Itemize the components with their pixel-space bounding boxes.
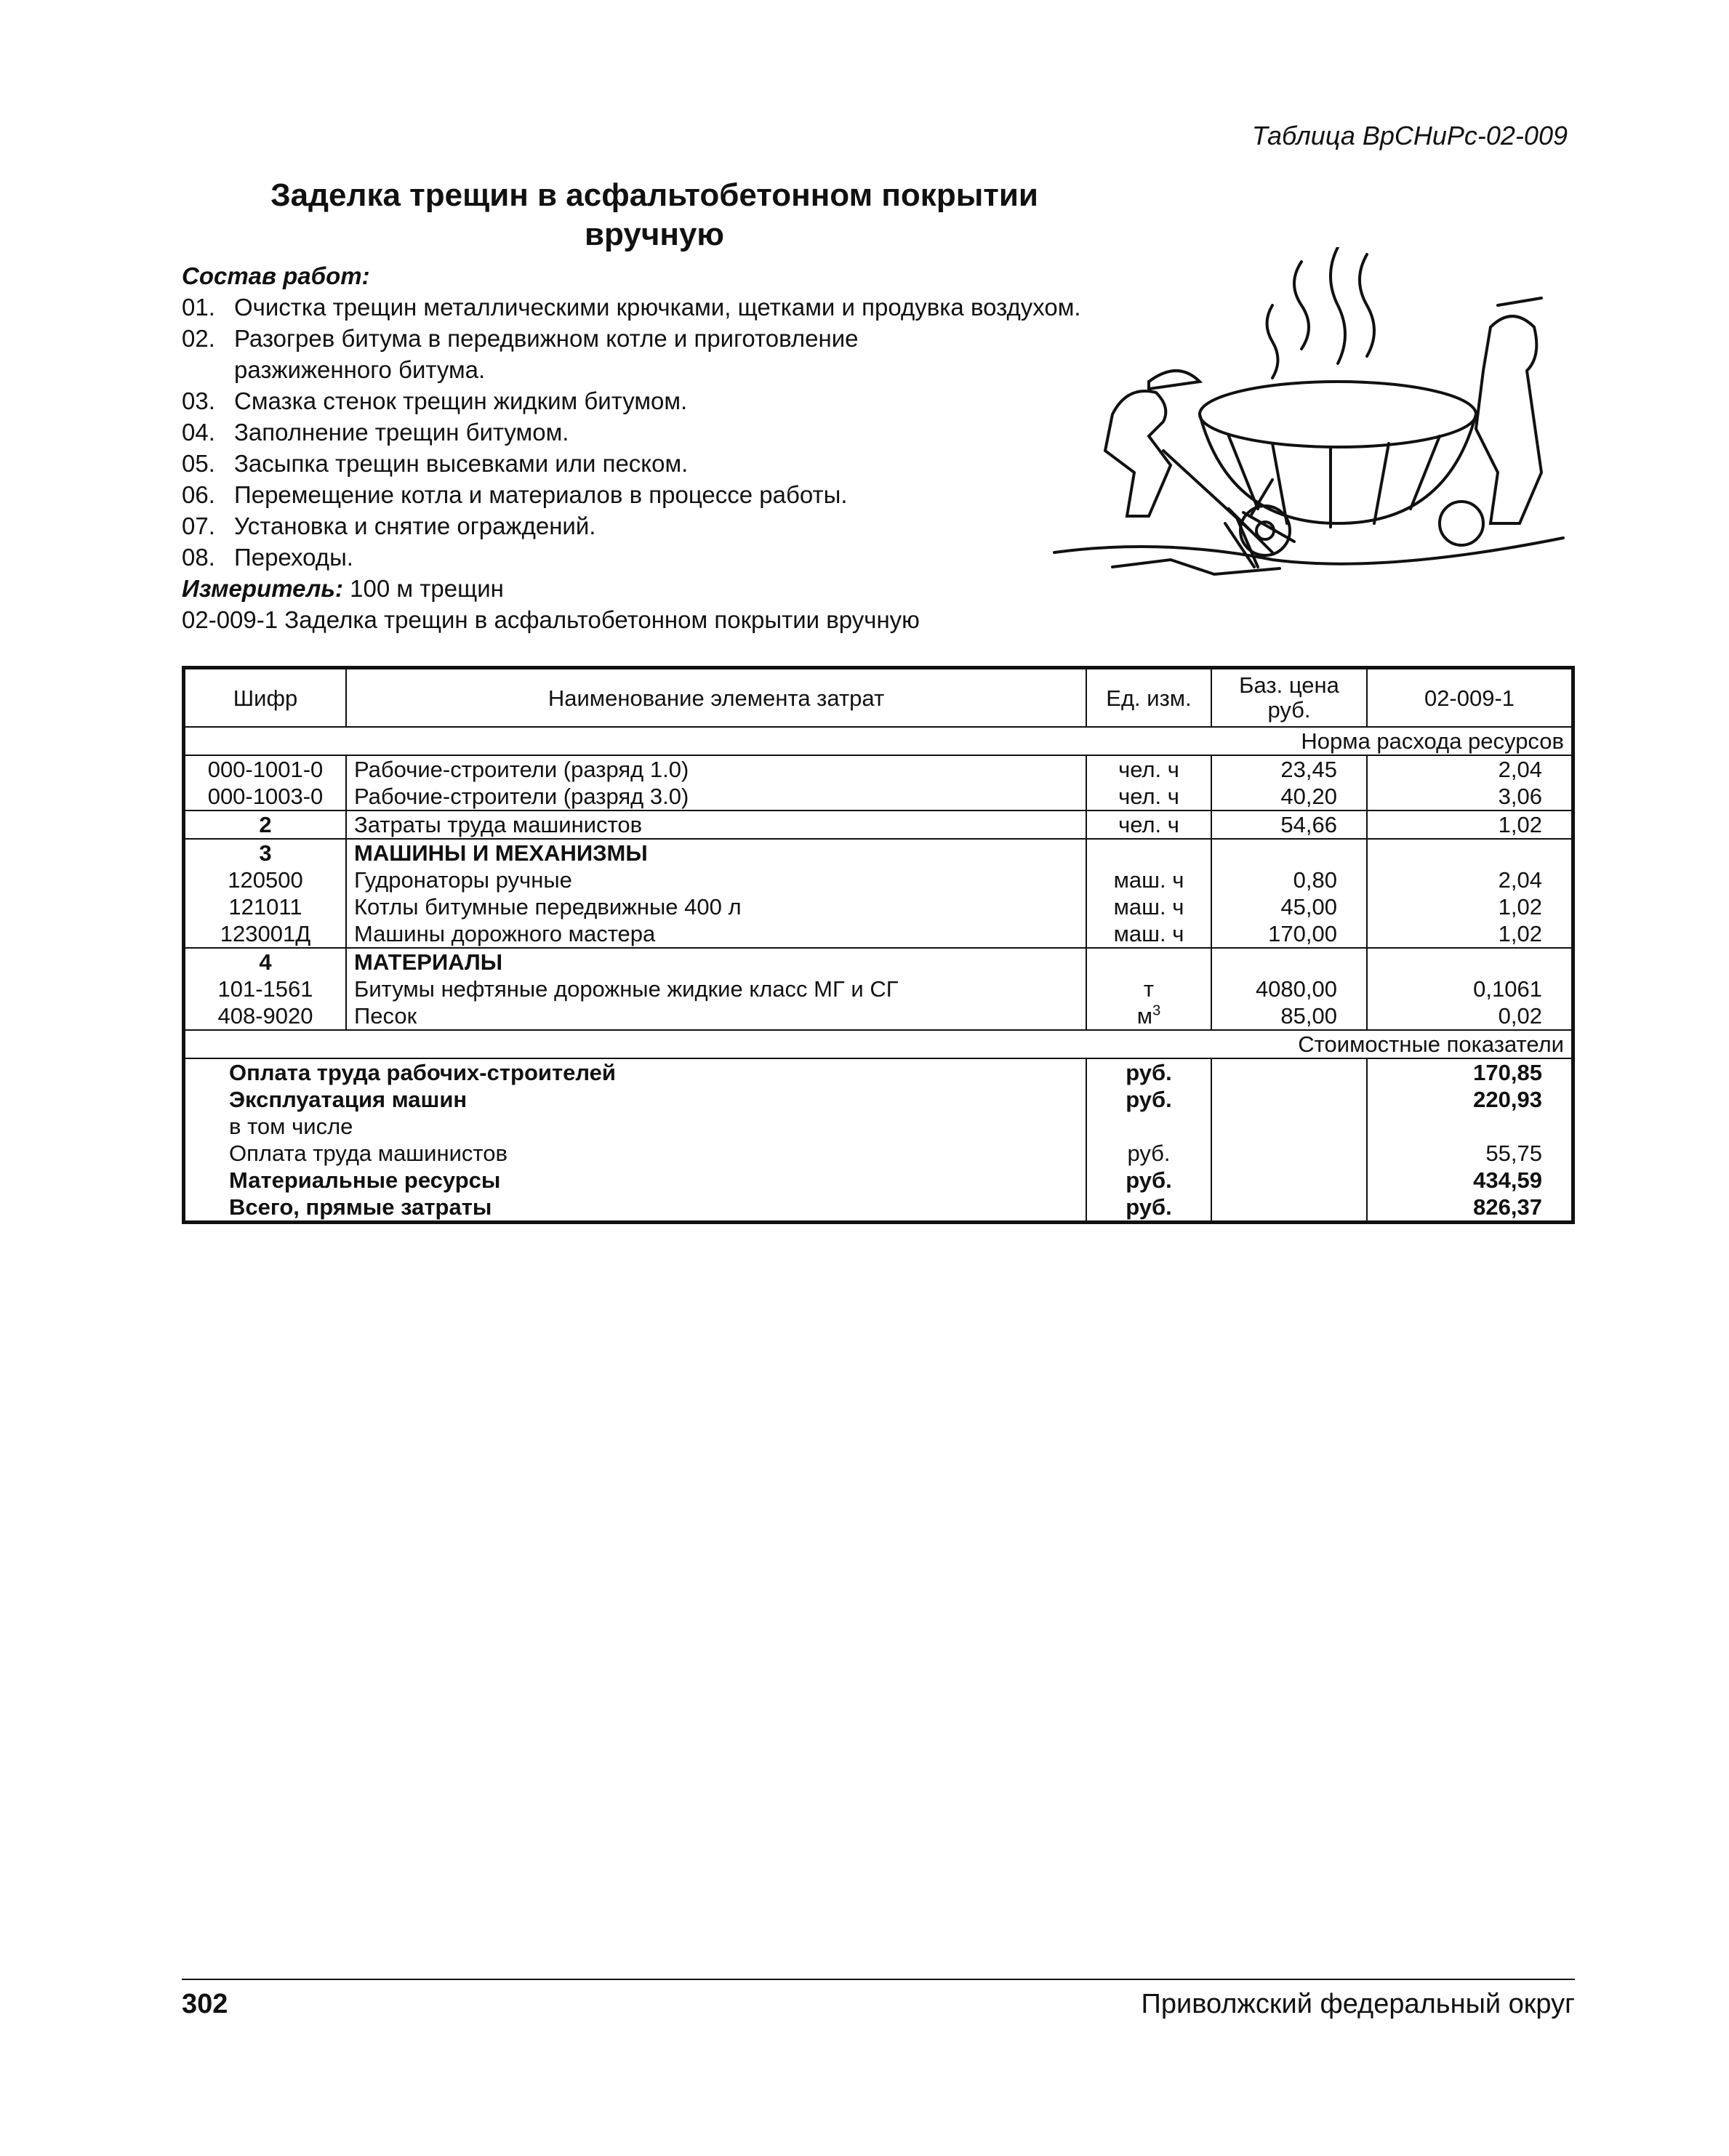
summary-row [184,1167,1573,1194]
cell-name: Битумы нефтяные дорожные жидкие класс МГ и СГ [346,976,1086,1002]
kettle-wheel [1440,502,1483,545]
cell-name: Гудронаторы ручные [346,866,1086,893]
table-row [184,893,1573,920]
measure-label: Измеритель: [182,575,343,602]
work-item-text: Заполнение трещин битумом. [234,419,569,446]
page-title [182,176,1127,254]
summary-value: 55,75 [1485,1141,1542,1166]
cell-unit: маш. ч [1086,920,1211,948]
summary-value: 434,59 [1473,1167,1542,1193]
page-number: 302 [182,1989,228,2019]
summary-label: Материальные ресурсы [184,1167,1087,1194]
summary-price [1211,1140,1367,1167]
header-price: Баз. цена руб. [1211,668,1367,728]
resource-table [182,666,1575,1224]
cell-value: 1,02 [1367,920,1573,948]
cell-value: 1,02 [1367,810,1573,839]
work-item-text: Засыпка трещин высевками или песком. [234,450,689,477]
table-row [184,810,1573,839]
cell-unit [1086,839,1211,866]
table-reference: Таблица ВрСНиРс-02-009 [1251,121,1568,150]
summary-label: в том числе [184,1113,1087,1140]
cell-code: 000-1003-0 [184,783,347,810]
work-item-text: Смазка стенок трещин жидким битумом. [234,387,688,414]
cell-name: Машины дорожного мастера [346,920,1086,948]
summary-value: 220,93 [1473,1087,1542,1112]
cell-unit: т [1086,976,1211,1002]
cell-unit: маш. ч [1086,866,1211,893]
cell-value: 3,06 [1367,783,1573,810]
measure-value: 100 м трещин [350,575,504,602]
cell-code: 3 [184,839,347,866]
summary-price [1211,1113,1367,1140]
work-composition-heading: Состав работ: [182,262,370,289]
table-row [184,920,1573,948]
summary-price [1211,1058,1367,1086]
cell-price: 23,45 [1211,755,1367,783]
summary-label: Оплата труда машинистов [184,1140,1087,1167]
steam-line [1331,247,1345,363]
table-header-row [184,668,1573,728]
footer-region: Приволжский федеральный округ [1141,1989,1575,2019]
title-line-1: Заделка трещин в асфальтобетонном покрытии [270,177,1038,213]
cell-price: 40,20 [1211,783,1367,810]
cell-value: 0,02 [1498,1003,1542,1029]
summary-unit: руб. [1086,1167,1211,1194]
cell-name: Рабочие-строители (разряд 3.0) [346,783,1086,810]
steam-line [1267,305,1278,378]
footer-divider [182,1979,1575,1980]
work-item-number: 08. [182,544,215,571]
worker-left [1105,391,1171,516]
cell-name: МАШИНЫ И МЕХАНИЗМЫ [346,839,1086,866]
summary-label: Эксплуатация машин [184,1086,1087,1113]
work-item-number: 04. [182,419,215,446]
summary-unit [1086,1113,1211,1140]
unit-text: м [1136,1003,1153,1029]
cell-price [1211,948,1367,976]
cell-name: Котлы битумные передвижные 400 л [346,893,1086,920]
work-item-number: 05. [182,450,215,477]
title-line-2: вручную [585,217,724,252]
cell-value: 1,02 [1498,894,1542,920]
table-row [184,866,1573,893]
work-item-number: 03. [182,387,215,414]
summary-value [1367,1113,1573,1140]
section-row [184,839,1573,866]
cell-unit [1086,948,1211,976]
summary-row [184,1086,1573,1113]
summary-unit: руб. [1086,1140,1211,1167]
summary-label: Оплата труда рабочих-строителей [184,1058,1087,1086]
cell-name: Затраты труда машинистов [346,810,1086,839]
cell-price: 4080,00 [1211,976,1367,1002]
section-row [184,948,1573,976]
worker-left-hat [1149,371,1200,389]
cell-price [1211,839,1367,866]
work-item-text: Перемещение котла и материалов в процессе работы. [234,481,848,508]
work-item-text: Переходы. [234,544,353,571]
summary-price [1211,1194,1367,1223]
workers-illustration [1025,247,1578,582]
cell-code: 2 [184,810,347,839]
cell-value: 0,1061 [1473,976,1542,1002]
cell-unit: чел. ч [1086,783,1211,810]
bitumen-kettle-rim [1200,382,1476,447]
cell-code: 123001Д [184,920,347,948]
summary-unit: руб. [1086,1058,1211,1086]
cell-value [1367,948,1573,976]
cell-code: 121011 [184,893,347,920]
cell-unit: чел. ч [1086,810,1211,839]
work-item-text: Разогрев битума в передвижном котле и приготовление разжиженного битума. [234,325,859,383]
summary-row [184,1058,1573,1086]
worker-right-hat [1498,298,1541,305]
cell-price: 170,00 [1211,920,1367,948]
kettle-wheel [1240,506,1290,555]
work-item-number: 01. [182,294,215,321]
steam-line [1294,262,1309,349]
band-cost: Стоимостные показатели [184,1030,1573,1058]
summary-value: 170,85 [1473,1060,1542,1085]
band-norm: Норма расхода ресурсов [184,727,1573,755]
cell-price: 0,80 [1211,866,1367,893]
code-line: 02-009-1 Заделка трещин в асфальтобетонном покрытии вручную [182,606,920,633]
table-row [184,783,1573,810]
header-code: Шифр [184,668,347,728]
cell-unit [1086,1002,1211,1030]
cell-code: 101-1561 [184,976,347,1002]
cell-unit: чел. ч [1086,755,1211,783]
cell-value [1367,839,1573,866]
summary-unit: руб. [1086,1194,1211,1223]
unit-superscript: 3 [1152,1002,1161,1019]
header-name: Наименование элемента затрат [346,668,1086,728]
road-surface [1054,538,1563,564]
cell-name: Песок [346,1002,1086,1030]
cell-unit: маш. ч [1086,893,1211,920]
summary-price [1211,1167,1367,1194]
header-value: 02-009-1 [1367,668,1573,728]
summary-value: 826,37 [1473,1194,1542,1220]
band-row [184,727,1573,755]
band-row [184,1030,1573,1058]
work-item-text: Установка и снятие ограждений. [234,512,596,539]
cell-name: МАТЕРИАЛЫ [346,948,1086,976]
work-item-text: Очистка трещин металлическими крючками, щетками и продувка воздухом. [234,294,1081,321]
cell-name: Рабочие-строители (разряд 1.0) [346,755,1086,783]
summary-row [184,1194,1573,1223]
summary-label: Всего, прямые затраты [184,1194,1087,1223]
cell-code: 000-1001-0 [184,755,347,783]
worker-right [1476,316,1541,523]
kettle-ribs [1229,436,1440,527]
steam-line [1360,254,1374,356]
cell-price: 45,00 [1211,893,1367,920]
cell-value: 2,04 [1498,867,1542,893]
table-row [184,976,1573,1002]
work-item-number: 07. [182,512,215,539]
work-item-number: 06. [182,481,215,508]
summary-row [184,1140,1573,1167]
cell-code: 4 [184,948,347,976]
header-unit: Ед. изм. [1086,668,1211,728]
cell-code: 120500 [184,866,347,893]
table-row [184,755,1573,783]
table-row [184,1002,1573,1030]
summary-row [184,1113,1573,1140]
cell-price: 85,00 [1211,1002,1367,1030]
cell-price: 54,66 [1211,810,1367,839]
cell-code: 408-9020 [184,1002,347,1030]
summary-unit: руб. [1086,1086,1211,1113]
summary-price [1211,1086,1367,1113]
cell-value: 2,04 [1498,757,1542,782]
work-item-number: 02. [182,325,215,352]
